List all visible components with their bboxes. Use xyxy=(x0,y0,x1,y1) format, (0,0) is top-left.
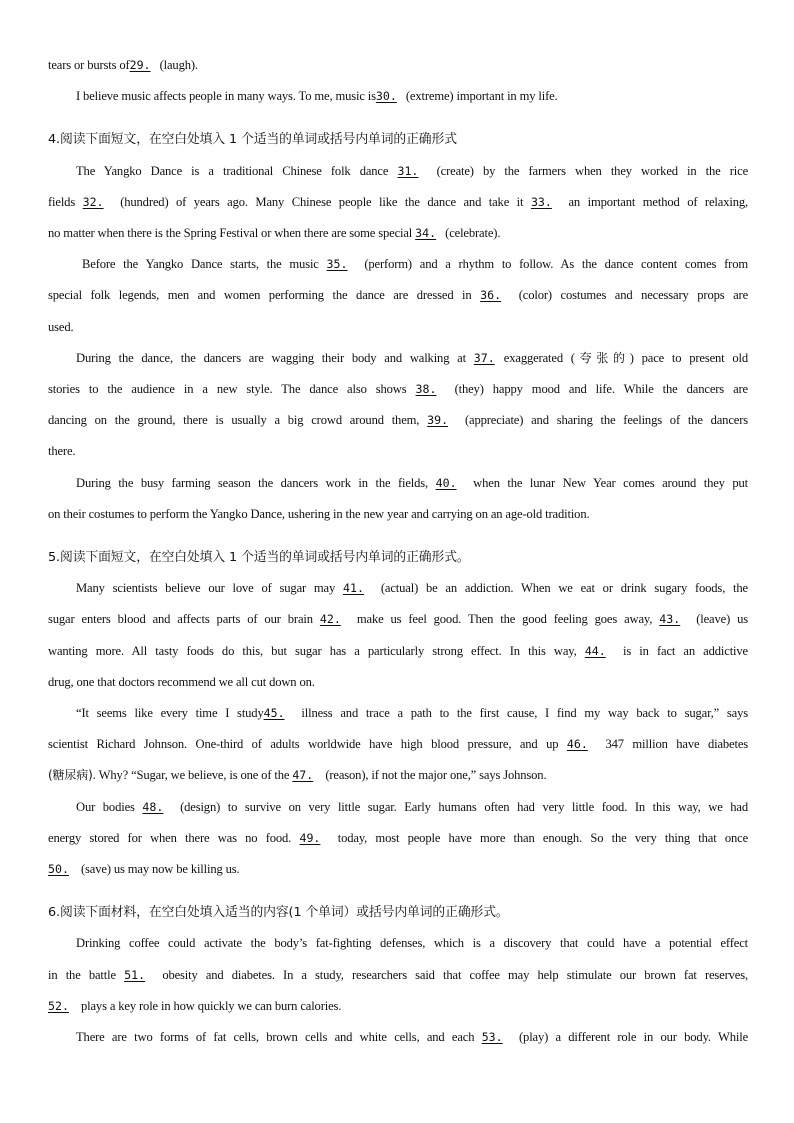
answer-blank-46[interactable]: 46. xyxy=(566,737,588,752)
paragraph-line: During the dance, the dancers are wagging their body and walking at 37. exaggerated (夸张的) pace to present old xyxy=(48,343,748,374)
paragraph-line: scientist Richard Johnson. One-third of adults worldwide have high blood pressure, and up 46. 347 million have diabetes xyxy=(48,729,748,760)
paragraph-line: Before the Yangko Dance starts, the music 35. (perform) and a rhythm to follow. As the dance content comes from xyxy=(48,249,748,280)
paragraph-line: tears or bursts of29. (laugh). xyxy=(48,50,748,81)
answer-blank-37[interactable]: 37. xyxy=(473,350,495,365)
answer-blank-47[interactable]: 47. xyxy=(292,768,314,783)
answer-blank-50[interactable]: 50. xyxy=(48,862,69,877)
section-4-heading: 4.阅读下面短文，在空白处填入 1 个适当的单词或括号内单词的正确形式 xyxy=(48,132,457,148)
answer-blank-33[interactable]: 33. xyxy=(530,194,552,209)
answer-blank-43[interactable]: 43. xyxy=(659,612,681,627)
answer-blank-30[interactable]: 30. xyxy=(375,89,397,104)
paragraph-line: dancing on the ground, there is usually a big crowd around them, 39. (appreciate) and sharing the feelings of the dancers xyxy=(48,405,748,436)
paragraph-line: (糖尿病). Why? “Sugar, we believe, is one of the 47. (reason), if not the major one,” says Johnson. xyxy=(48,760,748,791)
answer-blank-32[interactable]: 32. xyxy=(82,194,104,209)
answer-blank-53[interactable]: 53. xyxy=(481,1030,503,1045)
paragraph-line: fields 32. (hundred) of years ago. Many Chinese people like the dance and take it 33. an important method of relaxing, xyxy=(48,187,748,218)
paragraph-line: There are two forms of fat cells, brown cells and white cells, and each 53. (play) a different role in our body. While xyxy=(48,1022,748,1053)
paragraph-line: stories to the audience in a new style. The dance also shows 38. (they) happy mood and life. While the dancers are xyxy=(48,374,748,405)
paragraph-line: 52. plays a key role in how quickly we can burn calories. xyxy=(48,991,748,1022)
answer-blank-48[interactable]: 48. xyxy=(142,799,164,814)
answer-blank-38[interactable]: 38. xyxy=(415,382,437,397)
answer-blank-39[interactable]: 39. xyxy=(427,413,449,428)
answer-blank-34[interactable]: 34. xyxy=(415,226,437,241)
paragraph-line: wanting more. All tasty foods do this, but sugar has a particularly strong effect. In this way, 44. is in fact an addictive xyxy=(48,636,748,667)
answer-blank-36[interactable]: 36. xyxy=(480,288,502,303)
answer-blank-44[interactable]: 44. xyxy=(584,643,606,658)
paragraph-line: Our bodies 48. (design) to survive on very little sugar. Early humans often had very little food. In this way, we had xyxy=(48,792,748,823)
paragraph-line: no matter when there is the Spring Festival or when there are some special 34. (celebrate). xyxy=(48,218,748,249)
paragraph-line: Many scientists believe our love of sugar may 41. (actual) be an addiction. When we eat or drink sugary foods, the xyxy=(48,573,748,604)
answer-blank-29[interactable]: 29. xyxy=(129,58,151,72)
answer-blank-49[interactable]: 49. xyxy=(299,830,321,845)
section-6-heading: 6.阅读下面材料，在空白处填入适当的内容(1 个单词）或括号内单词的正确形式。 xyxy=(48,905,509,921)
paragraph-line: special folk legends, men and women performing the dance are dressed in 36. (color) costumes and necessary props are xyxy=(48,280,748,311)
paragraph-line: I believe music affects people in many ways. To me, music is30. (extreme) important in my life. xyxy=(48,81,748,112)
answer-blank-41[interactable]: 41. xyxy=(343,581,364,596)
answer-blank-40[interactable]: 40. xyxy=(435,475,457,490)
answer-blank-42[interactable]: 42. xyxy=(319,612,341,627)
answer-blank-51[interactable]: 51. xyxy=(124,967,146,982)
paragraph-line: energy stored for when there was no food. 49. today, most people have more than enough. So the very thing that once xyxy=(48,823,748,854)
paragraph-line: “It seems like every time I study45. illness and trace a path to the first cause, I find my way back to sugar,” says xyxy=(48,698,748,729)
paragraph-line: sugar enters blood and affects parts of our brain 42. make us feel good. Then the good feeling goes away, 43. (leave) us xyxy=(48,604,748,635)
answer-blank-52[interactable]: 52. xyxy=(48,998,69,1013)
answer-blank-45[interactable]: 45. xyxy=(263,706,285,721)
paragraph-line: The Yangko Dance is a traditional Chinese folk dance 31. (create) by the farmers when they worked in the rice xyxy=(48,156,748,187)
paragraph-line: drug, one that doctors recommend we all cut down on. xyxy=(48,674,315,689)
paragraph-line: in the battle 51. obesity and diabetes. In a study, researchers said that coffee may help stimulate our brown fat reserves, xyxy=(48,960,748,991)
paragraph-line: used. xyxy=(48,319,74,334)
answer-blank-31[interactable]: 31. xyxy=(397,163,419,178)
paragraph-line: Drinking coffee could activate the body’s fat-fighting defenses, which is a discovery that could have a potential effect xyxy=(76,936,748,951)
document-body xyxy=(48,50,748,1053)
paragraph-line: During the busy farming season the dancers work in the fields, 40. when the lunar New Year comes around they put xyxy=(48,468,748,499)
paragraph-line: 50. (save) us may now be killing us. xyxy=(48,854,748,885)
paragraph-line: there. xyxy=(48,444,76,459)
answer-blank-35[interactable]: 35. xyxy=(326,257,348,272)
section-5-heading: 5.阅读下面短文，在空白处填入 1 个适当的单词或括号内单词的正确形式。 xyxy=(48,550,470,566)
paragraph-line: on their costumes to perform the Yangko Dance, ushering in the new year and carrying on an age-old tradition. xyxy=(48,506,590,521)
